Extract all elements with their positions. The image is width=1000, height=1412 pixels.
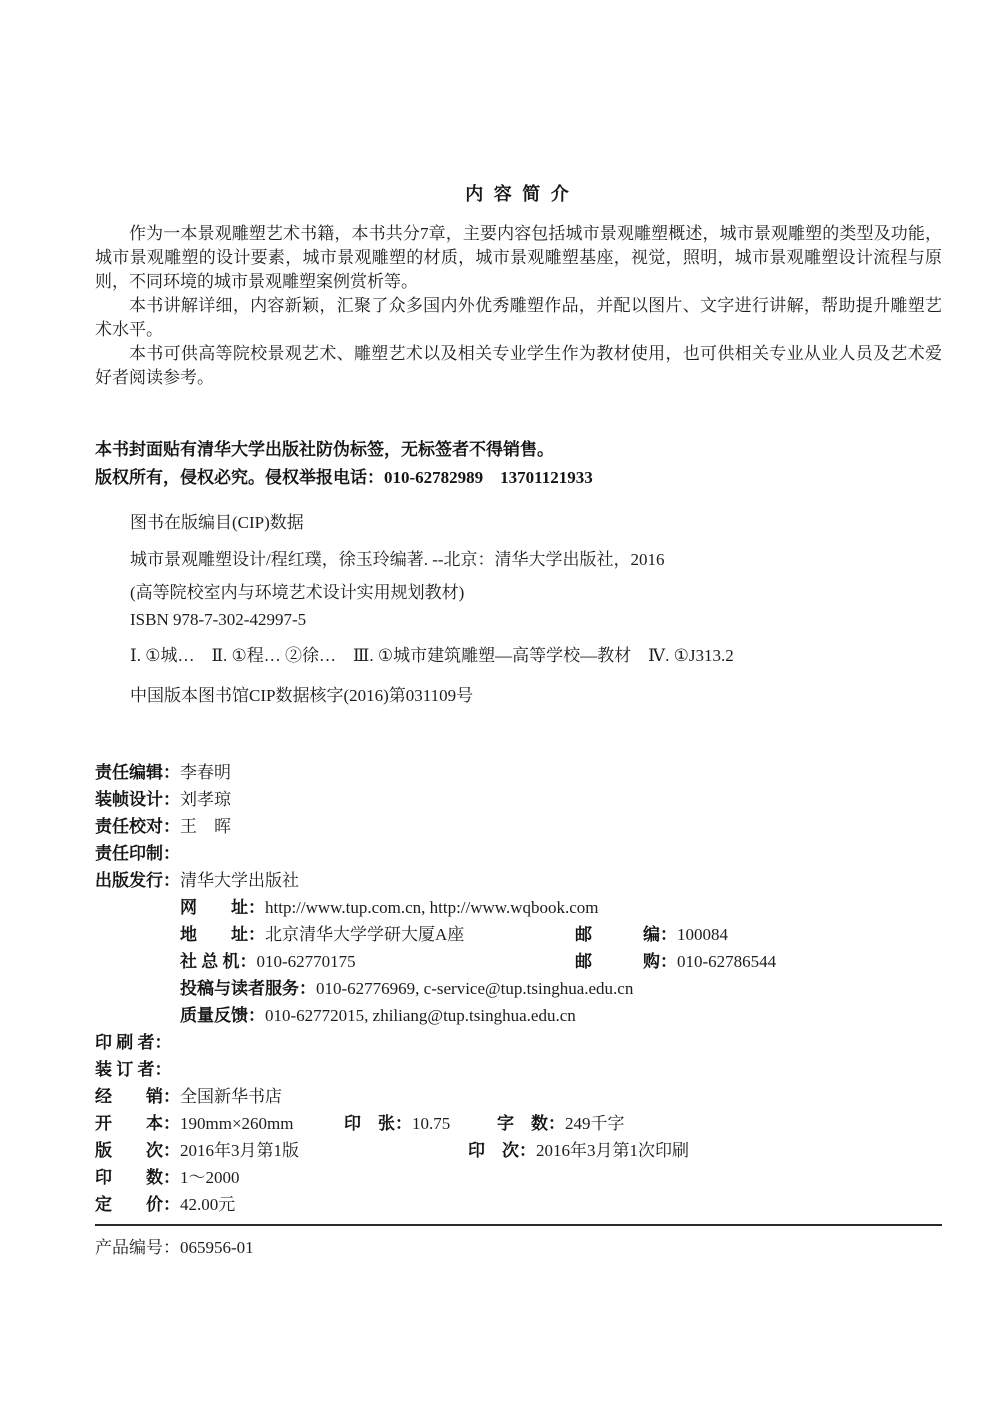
row-website bbox=[180, 894, 942, 921]
row-label: 责任编辑 bbox=[95, 763, 163, 782]
row-value: 10.75 bbox=[412, 1114, 451, 1133]
page-title: 内 容 简 介 bbox=[465, 184, 572, 204]
colon: ： bbox=[548, 1114, 565, 1133]
row-label: 社 总 机 bbox=[180, 952, 240, 971]
row-designer bbox=[95, 786, 942, 813]
cip-data-block bbox=[130, 509, 942, 709]
row-value: 1～2000 bbox=[180, 1168, 240, 1187]
colophon bbox=[95, 759, 942, 1218]
colon: ： bbox=[163, 1195, 180, 1214]
intro-paragraph-3: 本书可供高等院校景观艺术、雕塑艺术以及相关专业学生作为教材使用，也可供相关专业从业人员及艺术爱好者阅读参考。 bbox=[95, 344, 942, 387]
colon: ： bbox=[154, 1033, 172, 1052]
row-value: 刘孝琼 bbox=[180, 790, 231, 809]
cip-book-line: 城市景观雕塑设计/程红璞，徐玉玲编著. --北京：清华大学出版社，2016 bbox=[130, 550, 665, 569]
row-value: 010-62772015, zhiliang@tup.tsinghua.edu.cn bbox=[265, 1006, 576, 1025]
colon: ： bbox=[163, 1168, 180, 1187]
row-printing-supervisor bbox=[95, 840, 942, 867]
row-value: 王 晖 bbox=[180, 817, 231, 836]
copyright-notice: 版权所有，侵权必究。侵权举报电话：010-62782989 13701121933 bbox=[95, 468, 593, 487]
colon: ： bbox=[163, 1238, 180, 1257]
row-editor bbox=[95, 759, 942, 786]
row-value: http://www.tup.com.cn, http://www.wqbook.com bbox=[265, 898, 599, 917]
colon: ： bbox=[163, 1114, 180, 1133]
row-impression bbox=[468, 1137, 689, 1164]
row-label: 责任印制 bbox=[95, 844, 163, 863]
legal-notices bbox=[95, 436, 942, 492]
row-value: 249千字 bbox=[565, 1114, 625, 1133]
row-value: 190mm×260mm bbox=[180, 1114, 294, 1133]
row-edition bbox=[95, 1137, 942, 1164]
product-number bbox=[95, 1234, 942, 1261]
row-label: 质量反馈 bbox=[180, 1006, 248, 1025]
product-number-value: 065956-01 bbox=[180, 1238, 254, 1257]
content-introduction bbox=[95, 222, 942, 390]
row-value: 全国新华书店 bbox=[180, 1087, 282, 1106]
row-address bbox=[180, 921, 942, 948]
row-label: 邮 编 bbox=[575, 925, 660, 944]
row-proofreader bbox=[95, 813, 942, 840]
row-switchboard bbox=[180, 948, 942, 975]
colon: ： bbox=[163, 871, 180, 890]
divider bbox=[95, 1224, 942, 1226]
colon: ： bbox=[299, 979, 316, 998]
cip-heading: 图书在版编目(CIP)数据 bbox=[130, 513, 304, 532]
row-label: 定 价 bbox=[95, 1195, 163, 1214]
anti-piracy-notice: 本书封面贴有清华大学出版社防伪标签，无标签者不得销售。 bbox=[95, 440, 554, 459]
row-label: 地 址 bbox=[180, 925, 248, 944]
row-label: 投稿与读者服务 bbox=[180, 979, 299, 998]
row-label: 印 数 bbox=[95, 1168, 163, 1187]
colon: ： bbox=[163, 1087, 180, 1106]
row-postcode bbox=[575, 921, 728, 948]
row-format bbox=[95, 1110, 942, 1137]
row-label: 责任校对 bbox=[95, 817, 163, 836]
colon: ： bbox=[519, 1141, 536, 1160]
row-value: 北京清华大学学研大厦A座 bbox=[265, 925, 465, 944]
row-mail-order bbox=[575, 948, 776, 975]
intro-paragraph-1: 作为一本景观雕塑艺术书籍，本书共分7章，主要内容包括城市景观雕塑概述，城市景观雕塑的类型及功能，城市景观雕塑的设计要素，城市景观雕塑的材质，城市景观雕塑基座，视觉，照明，城市景观雕塑设计流程与原则，不同环境的城市景观雕塑案例赏析等。 bbox=[95, 224, 942, 291]
colon: ： bbox=[163, 1141, 180, 1160]
row-distributor bbox=[95, 1083, 942, 1110]
product-number-label: 产品编号 bbox=[95, 1238, 163, 1257]
row-label: 邮 购 bbox=[575, 952, 660, 971]
colon: ： bbox=[163, 790, 180, 809]
row-value: 清华大学出版社 bbox=[180, 871, 299, 890]
colon: ： bbox=[248, 1006, 265, 1025]
row-value: 010-62786544 bbox=[677, 952, 777, 971]
row-word-count bbox=[497, 1110, 625, 1137]
colon: ： bbox=[395, 1114, 412, 1133]
row-quality-feedback bbox=[180, 1002, 942, 1029]
row-printer bbox=[95, 1029, 942, 1056]
row-label: 装 订 者 bbox=[95, 1060, 155, 1079]
row-label: 网 址 bbox=[180, 898, 248, 917]
row-reader-service bbox=[180, 975, 942, 1002]
row-value: 010-62770175 bbox=[256, 952, 356, 971]
row-print-run bbox=[95, 1164, 942, 1191]
row-value: 100084 bbox=[677, 925, 728, 944]
row-value: 2016年3月第1次印刷 bbox=[536, 1141, 689, 1160]
colon: ： bbox=[660, 952, 677, 971]
colon: ： bbox=[239, 952, 257, 971]
row-label: 字 数 bbox=[497, 1114, 548, 1133]
row-label: 版 次 bbox=[95, 1141, 163, 1160]
cip-record-number: 中国版本图书馆CIP数据核字(2016)第031109号 bbox=[130, 686, 474, 705]
row-sheets bbox=[344, 1110, 450, 1137]
colon: ： bbox=[163, 844, 180, 863]
row-label: 印 刷 者 bbox=[95, 1033, 155, 1052]
row-value: 010-62776969, c-service@tup.tsinghua.edu.cn bbox=[316, 979, 634, 998]
row-publisher bbox=[95, 867, 942, 894]
row-label: 出版发行 bbox=[95, 871, 163, 890]
row-value: 42.00元 bbox=[180, 1195, 236, 1214]
row-value: 2016年3月第1版 bbox=[180, 1141, 299, 1160]
colon: ： bbox=[163, 817, 180, 836]
cip-series-line: (高等院校室内与环境艺术设计实用规划教材) bbox=[130, 583, 465, 602]
colon: ： bbox=[660, 925, 677, 944]
row-binder bbox=[95, 1056, 942, 1083]
row-label: 开 本 bbox=[95, 1114, 163, 1133]
row-label: 经 销 bbox=[95, 1087, 163, 1106]
cip-classification: Ⅰ. ①城… Ⅱ. ①程… ②徐… Ⅲ. ①城市建筑雕塑—高等学校—教材 Ⅳ. ①J313.2 bbox=[130, 646, 734, 665]
colon: ： bbox=[248, 898, 265, 917]
row-price bbox=[95, 1191, 942, 1218]
row-value: 李春明 bbox=[180, 763, 231, 782]
intro-paragraph-2: 本书讲解详细，内容新颖，汇聚了众多国内外优秀雕塑作品，并配以图片、文字进行讲解，帮助提升雕塑艺术水平。 bbox=[95, 296, 942, 339]
row-label: 印 张 bbox=[344, 1114, 395, 1133]
row-label: 装帧设计 bbox=[95, 790, 163, 809]
colon: ： bbox=[248, 925, 265, 944]
row-label: 印 次 bbox=[468, 1141, 519, 1160]
colon: ： bbox=[163, 763, 180, 782]
colon: ： bbox=[154, 1060, 172, 1079]
cip-isbn: ISBN 978-7-302-42997-5 bbox=[130, 610, 307, 629]
